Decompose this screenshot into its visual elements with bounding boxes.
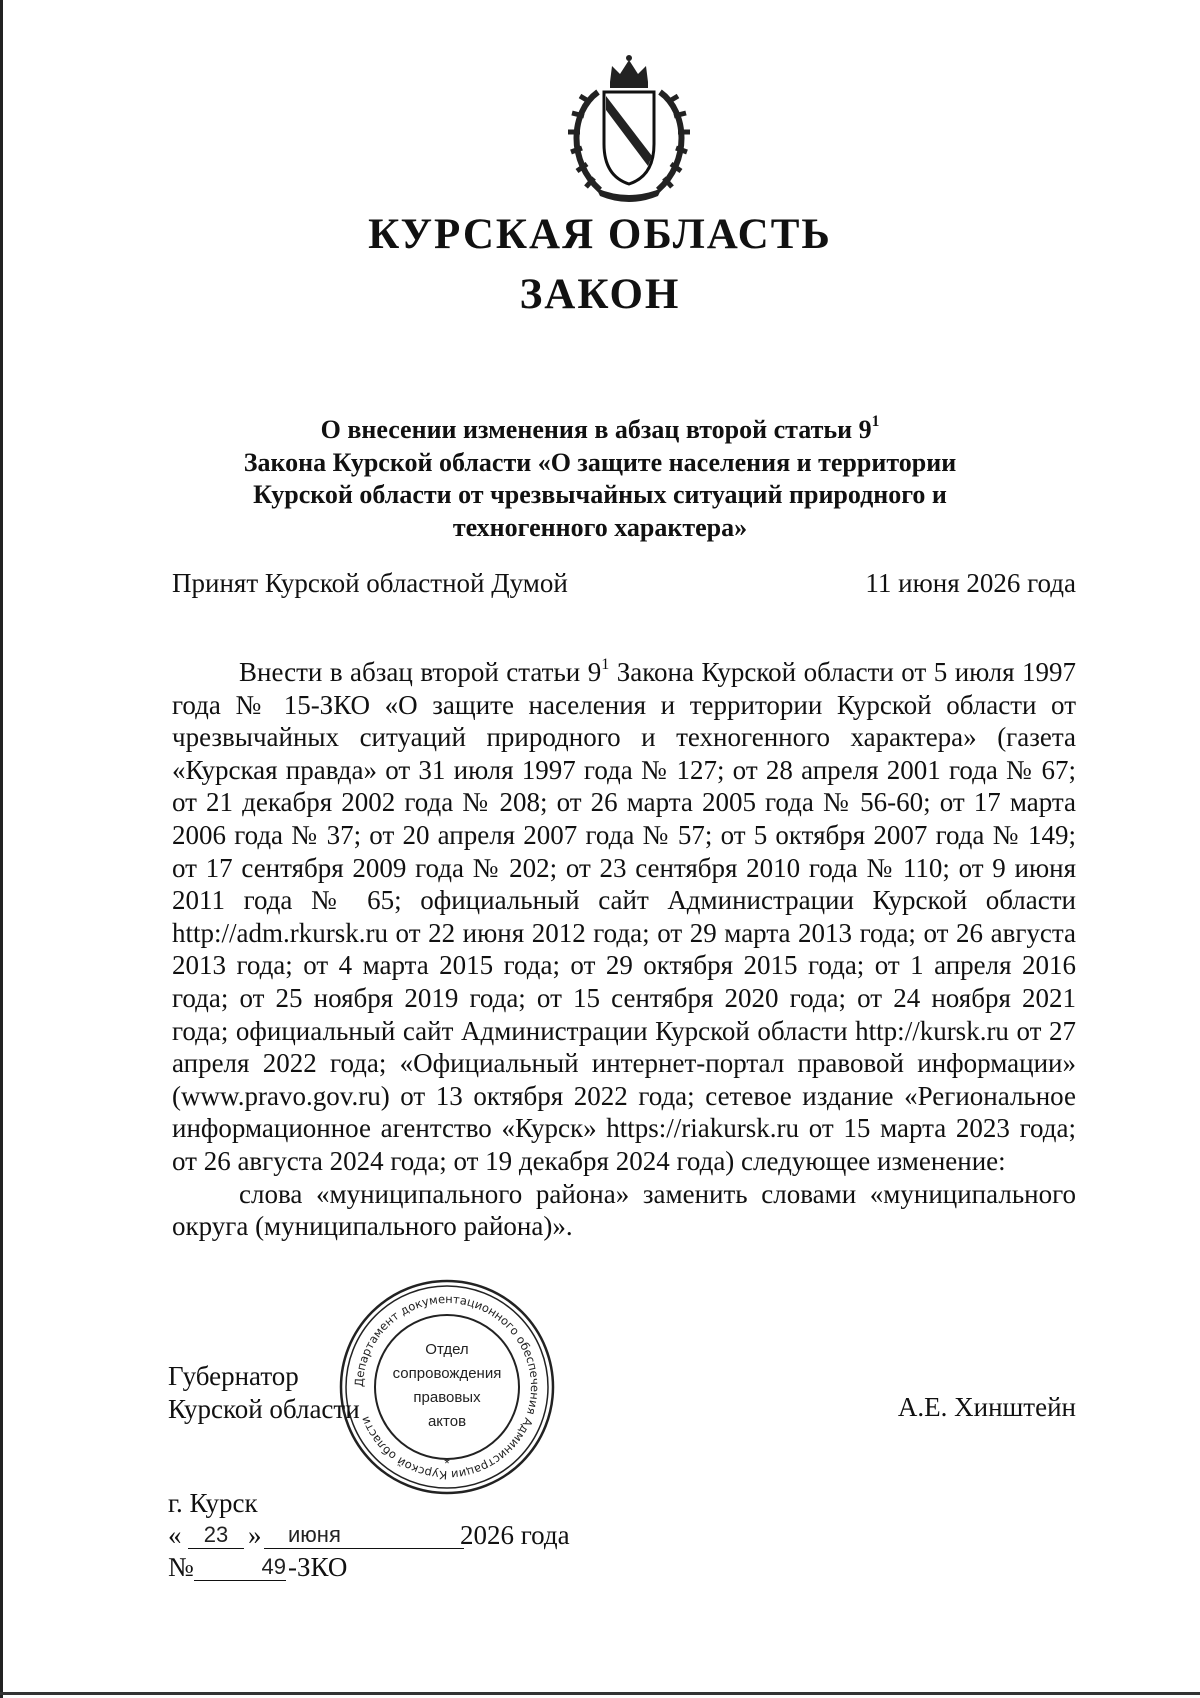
law-body (172, 656, 1076, 1243)
number-sign: № (168, 1552, 194, 1582)
body-p1-start: Внести в абзац второй статьи 9 (239, 657, 602, 687)
stamp-center-line-2: сопровождения (392, 1365, 502, 1382)
date-open-quote: « (168, 1520, 182, 1550)
signing-city: г. Курск (168, 1488, 258, 1518)
stamp-center-line-3: правовых (413, 1389, 481, 1406)
stamp-center-line-4: актов (427, 1413, 467, 1430)
law-title (200, 414, 1000, 544)
date-day: 23 (188, 1522, 244, 1549)
law-number (168, 1552, 468, 1584)
governor-name: А.Е. Хинштейн (897, 1392, 1076, 1422)
document-type-heading: ЗАКОН (519, 271, 681, 318)
body-superscript: 1 (601, 654, 610, 673)
number-suffix: -ЗКО (288, 1552, 348, 1582)
date-year: 2026 года (460, 1520, 570, 1550)
title-line-4: техногенного характера» (452, 512, 748, 542)
body-paragraph-1 (172, 656, 1076, 1178)
adoption-date: 11 июня 2026 года (865, 568, 1076, 598)
body-p1-rest: Закона Курской области от 5 июля 1997 года № 15-ЗКО «О защите населения и территории Курской области от чрезвычайных ситуаций природного и техногенного характера» (газета «Курская правда» от 31 июля 1997 года № 127; от 28 апреля 2001 года № 67; от 21 декабря 2002 года № 208; от 26 марта 2005 года № 56-60; от 17 марта 2006 года № 37; от 20 апреля 2007 года № 57; от 5 октября 2007 года № 149; от 17 сентября 2009 года № 202; от 23 сентября 2010 года № 110; от 9 июня 2011 года № 65; официальный сайт Администрации Курской области http://adm.rkursk.ru от 22 июня 2012 года; от 29 марта 2013 года; от 26 августа 2013 года; от 4 марта 2015 года; от 29 октября 2015 года; от 1 апреля 2016 года; от 25 ноября 2019 года; от 15 сентября 2020 года; от 24 ноября 2021 года; официальный сайт Администрации Курской области http://kursk.ru от 27 апреля 2022 года; «Официальный интернет-портал правовой информации» (www.pravo.gov.ru) от 13 октября 2022 года; сетевое издание «Региональное информационное агентство «Курск» https://riakursk.ru от 15 марта 2023 года; от 26 августа 2024 года; от 19 декабря 2024 года) следующее изменение: (172, 657, 1077, 1176)
title-line-3: Курской области от чрезвычайных ситуаций природного и (253, 480, 947, 509)
title-line-2: Закона Курской области «О защите населения и территории (243, 447, 957, 477)
number-value: 49 (194, 1554, 286, 1581)
coat-of-arms-icon (560, 52, 698, 202)
adopted-by: Принят Курской областной Думой (172, 568, 568, 598)
scan-edge-bottom (0, 1692, 1200, 1695)
date-close-quote: » (248, 1520, 262, 1550)
signing-date (168, 1520, 598, 1552)
body-paragraph-2: слова «муниципального района» заменить словами «муниципального округа (муниципального района)». (172, 1178, 1076, 1242)
stamp-center-line-1: Отдел (425, 1341, 469, 1358)
title-line-1: О внесении изменения в абзац второй статьи 9 (320, 415, 872, 444)
governor-title-line-2: Курской области (168, 1394, 360, 1424)
governor-title-line-1: Губернатор (168, 1361, 299, 1391)
round-seal-stamp (336, 1276, 558, 1498)
stamp-ring-text: Департамент документационного обеспечения Администрации Курской области (351, 1291, 543, 1483)
stamp-star: * (444, 1455, 450, 1471)
region-heading: КУРСКАЯ ОБЛАСТЬ (368, 211, 832, 258)
date-month: июня (264, 1522, 464, 1549)
title-superscript: 1 (871, 413, 880, 431)
governor-title (168, 1360, 360, 1426)
